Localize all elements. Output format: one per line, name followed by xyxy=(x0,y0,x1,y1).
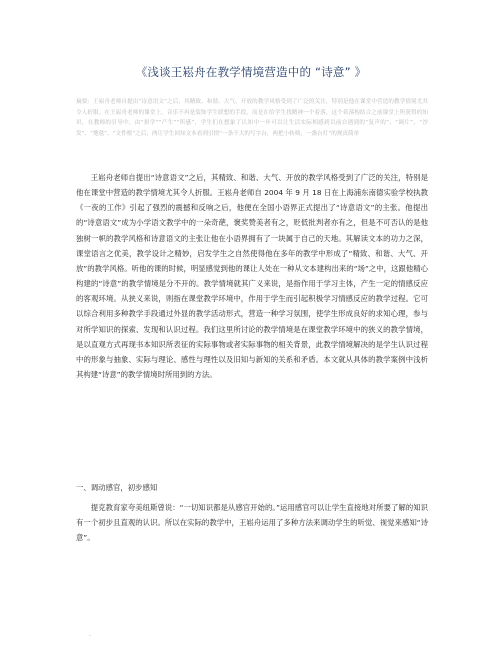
abstract: 摘要：王崧舟老师自提出“诗意语文”之后，其精致、和谐、大气、开放的教学风格受到了广泛的关注，特别是他在课堂中营造的教学情境尤其令人折服。在王崧舟老师的课堂上，音乐不再是装饰学生联想的手段，而是在给学生找精神一个着落，这个着落构结合之前课堂上所获得的知识，在教师的引导中，由“拼学”“产生”“所感”，学生们在想象了认知中一步可以让生活实际相感到以前自遇到的“复声的”、“调片”、“沙发”、“地毯”、“文件框”之后，两让学生回知文本看到引情“一条不大的写字台，两把小转椅，一盏台灯”的规真简单 xyxy=(76,99,428,137)
footer-mark: . xyxy=(89,631,91,638)
section-heading: 一、调动感官，初步感知 xyxy=(76,483,158,492)
body-section xyxy=(76,170,428,382)
paragraph-intro: 王崧舟老师自提出“诗意语文”之后，其精致、和谐、大气、开放的教学风格受到了广泛的关注，特别是他在课堂中营造的教学情境尤其令人折服。王崧舟老师自 2004 年 9 月 18 日在上海浦东南德实验学校执教《一夜的工作》引起了强烈的震撼和反响之后，他便在全国小语界正式提出了“诗意语文”的主张。他提出的“诗意语文”成为小学语文教学中的一朵奇葩，褒奖赞美者有之，贬低批判者亦有之，但是不可否认的是他独树一帜的教学风格和诗意语文的主张让他在小语界拥有了一块属于自己的天地。其解读文本的功力之深，课堂语言之优美，教学设计之精妙，启发学生之自然使得他在多年的教学中形成了“精致、和谐、大气、开放”的教学风格。听他的课的时候，明显感觉到他的课让人处在一种从文本建构出来的“场”之中，这跟他精心构建的“诗意”的教学情境是分不开的。教学情境就其广义来说，是指作用于学习主体，产生一定的情感反应的客观环境。从狭义来说，则指在课堂教学环境中，作用于学生而引起积极学习情感反应的教学过程。它可以综合利用多种教学手段通过外显的教学活动形式，营造一种学习氛围，使学生形成良好的求知心理，参与对所学知识的探索、发现和认识过程。我们这里所讨论的教学情境是在课堂教学环境中的狭义的教学情境，是以直观方式再现书本知识所表征的实际事物或者实际事物的相关背景，此教学情境解决的是学生认识过程中的形象与抽象、实际与理论、感性与理性以及旧知与新知的关系和矛盾。本文就从具体的教学案例中浅析其构建“诗意”的教学情境时所用到的方法。 xyxy=(76,173,428,380)
body-section-2 xyxy=(76,500,428,545)
paragraph-senses: 提克教育家夸美纽斯曾说：“一切知识都是从感官开始的。”运用感官可以让学生直接地对所要了解的知识有一个初步且直观的认识。所以在实际的教学中，王崧舟运用了多种方法来调动学生的听觉、视觉来感知“诗意”。 xyxy=(76,503,428,543)
document-title: 《浅谈王崧舟在教学情境营造中的 “诗意” 》 xyxy=(135,65,367,79)
